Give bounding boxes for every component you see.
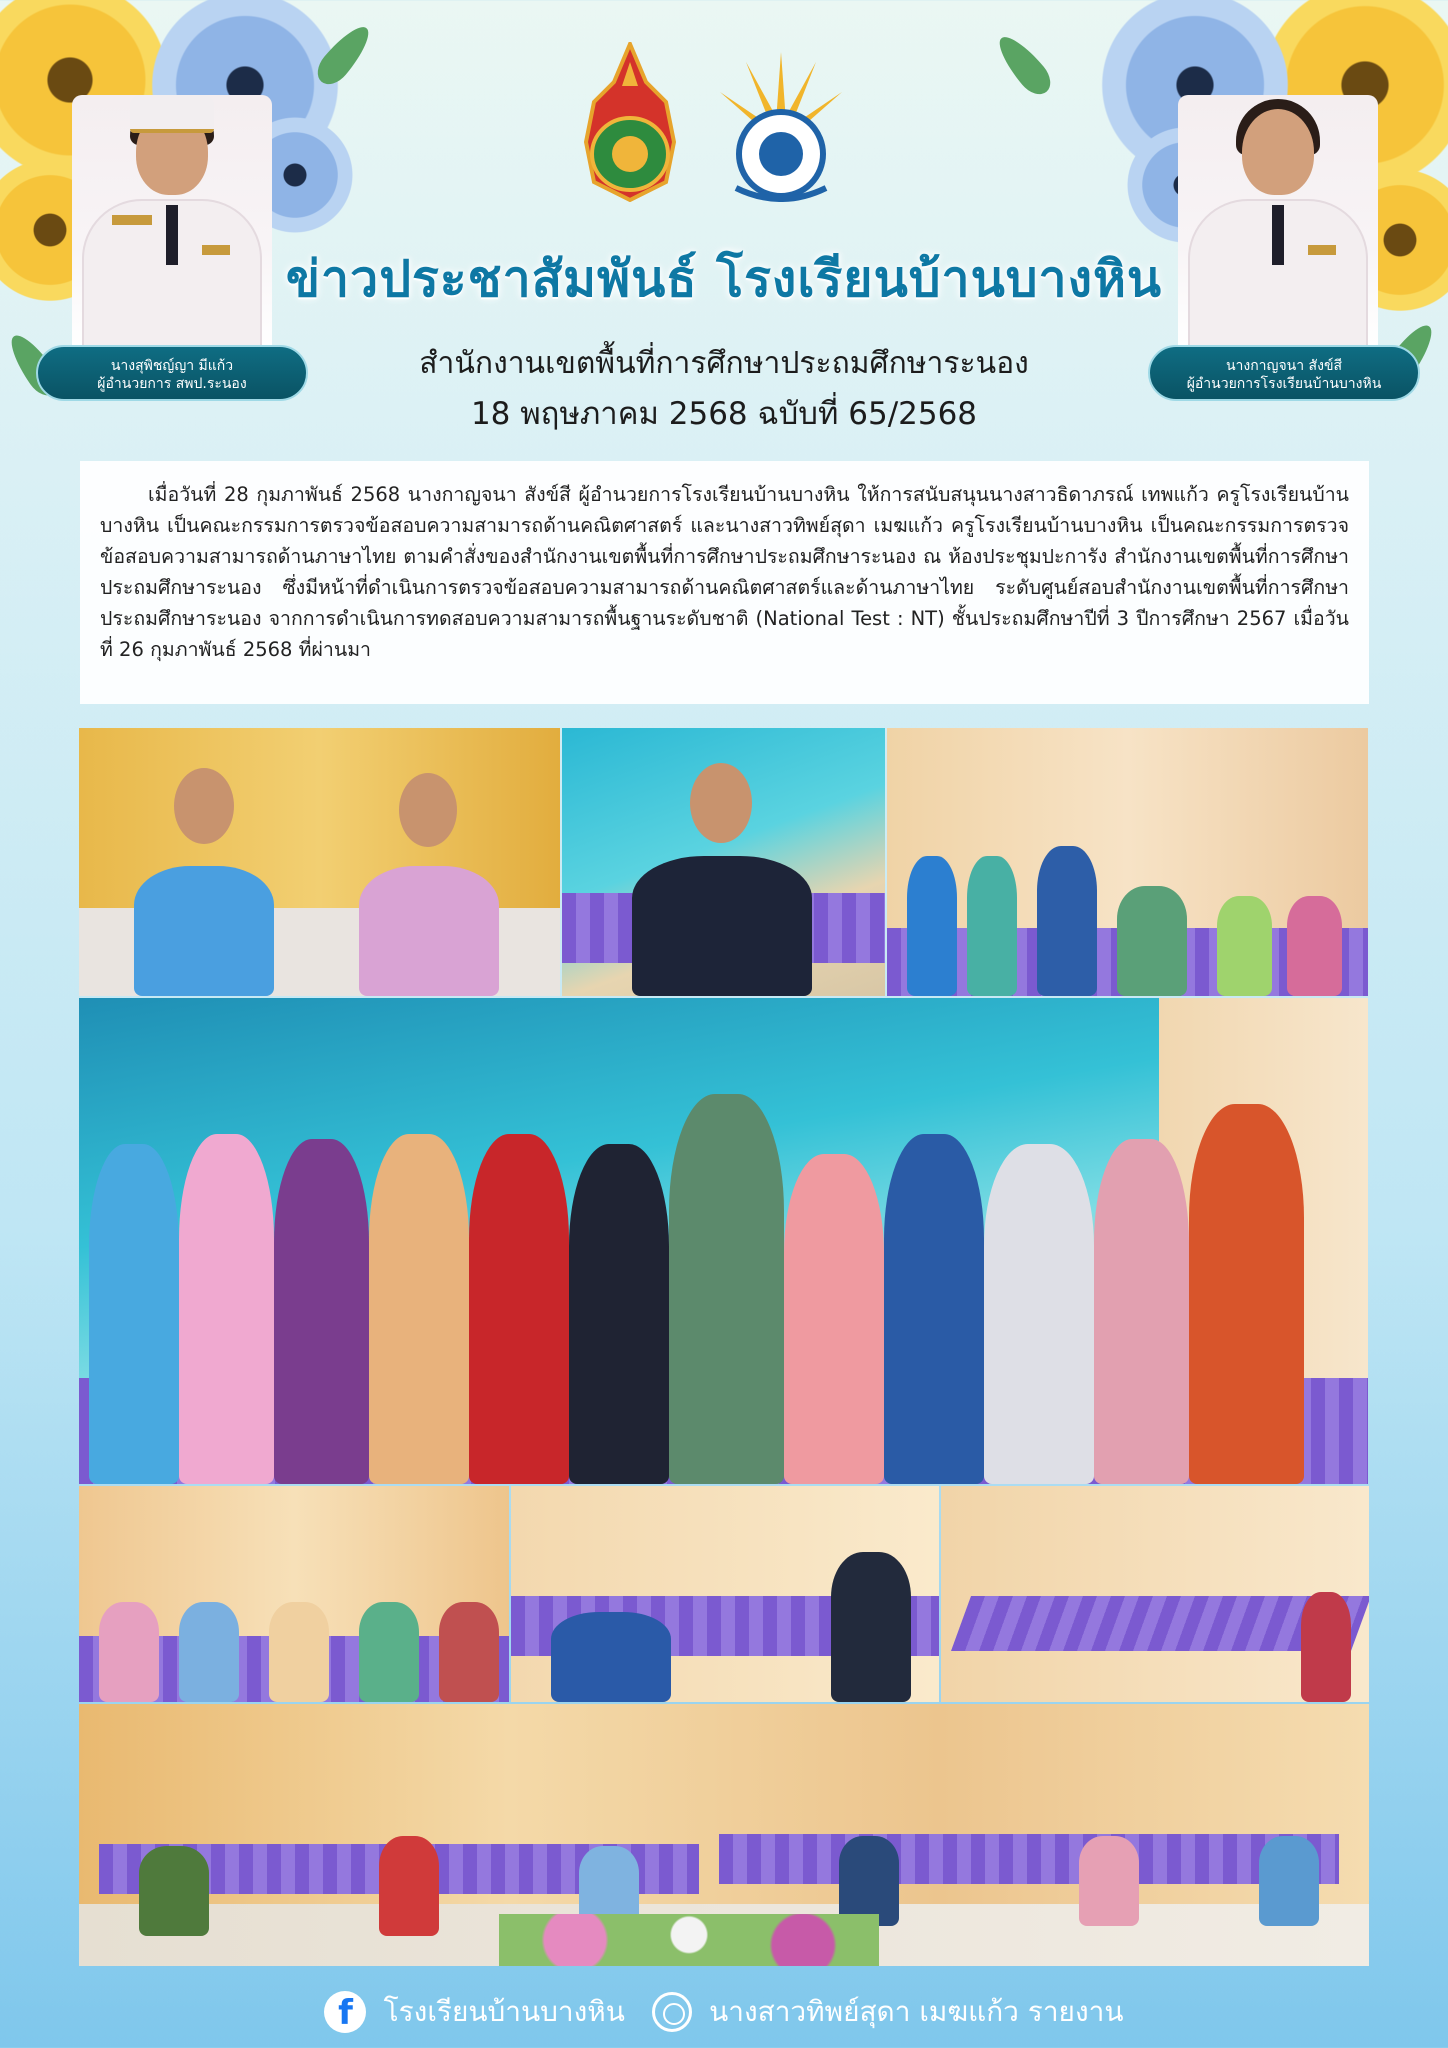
photo-long-tables [941, 1486, 1369, 1702]
footer-school-name: โรงเรียนบ้านบางหิน [383, 1995, 625, 2028]
right-official-name-pill [1148, 345, 1420, 401]
facebook-icon: f [324, 1991, 366, 2033]
photo-exam-grading-hall [79, 1704, 1369, 1966]
obec-emblem-logo [574, 42, 686, 202]
left-official-name: นางสุพิชญ์ญา มีแก้ว [110, 358, 234, 374]
article-body: เมื่อวันที่ 28 กุมภาพันธ์ 2568 นางกาญจนา สังข์สี ผู้อำนวยการโรงเรียนบ้านบางหิน ให้การสนับสนุนนางสาวธิดาภรณ์ เทพแก้ว ครูโรงเรียนบ้านบางหิน เป็นคณะกรรมการตรวจข้อสอบความสามารถด้านคณิตศาสตร์ และนางสาวทิพย์สุดา เมฆแก้ว ครูโรงเรียนบ้านบางหิน เป็นคณะกรรมการตรวจข้อสอบความสามารถด้านภาษาไทย ตามคำสั่งของสำนักงานเขตพื้นที่การศึกษาประถมศึกษาระนอง ณ ห้องประชุมปะการัง สำนักงานเขตพื้นที่การศึกษาประถมศึกษาระนอง ซึ่งมีหน้าที่ดำเนินการตรวจข้อสอบความสามารถด้านคณิตศาสตร์และด้านภาษาไทย ระดับศูนย์สอบสำนักงานเขตพื้นที่การศึกษาประถมศึกษาระนอง จากการดำเนินการทดสอบความสามารถพื้นฐานระดับชาติ (National Test : NT) ชั้นประถมศึกษาปีที่ 3 ปีการศึกษา 2567 เมื่อวันที่ 26 กุมภาพันธ์ 2568 ที่ผ่านมา [100, 483, 1349, 661]
photo-meeting-room [887, 728, 1368, 996]
ranong-office-logo [706, 42, 856, 202]
office-subtitle: สำนักงานเขตพื้นที่การศึกษาประถมศึกษาระนอง [419, 346, 1029, 381]
left-official-position: ผู้อำนวยการ สพป.ระนอง [97, 376, 247, 392]
article-box [80, 461, 1369, 704]
footer [0, 1990, 1448, 2040]
issue-dateline: 18 พฤษภาคม 2568 ฉบับที่ 65/2568 [470, 396, 978, 432]
footer-reporter: นางสาวทิพย์สุดา เมฆแก้ว รายงาน [709, 1995, 1124, 2028]
photo-seated-teachers [79, 1486, 509, 1702]
office-seal-icon [652, 1992, 692, 2032]
right-official-position: ผู้อำนวยการโรงเรียนบ้านบางหิน [1186, 376, 1382, 392]
left-official-portrait [72, 95, 272, 345]
photo-two-teachers [79, 728, 560, 996]
photo-group [79, 998, 1368, 1484]
photo-speaker-microphone [511, 1486, 939, 1702]
photo-director-beach-backdrop [562, 728, 885, 996]
page-title: ข่าวประชาสัมพันธ์ โรงเรียนบ้านบางหิน [285, 250, 1163, 308]
right-official-portrait [1178, 95, 1378, 345]
right-official-name: นางกาญจนา สังข์สี [1225, 358, 1343, 374]
left-official-name-pill [36, 345, 308, 401]
